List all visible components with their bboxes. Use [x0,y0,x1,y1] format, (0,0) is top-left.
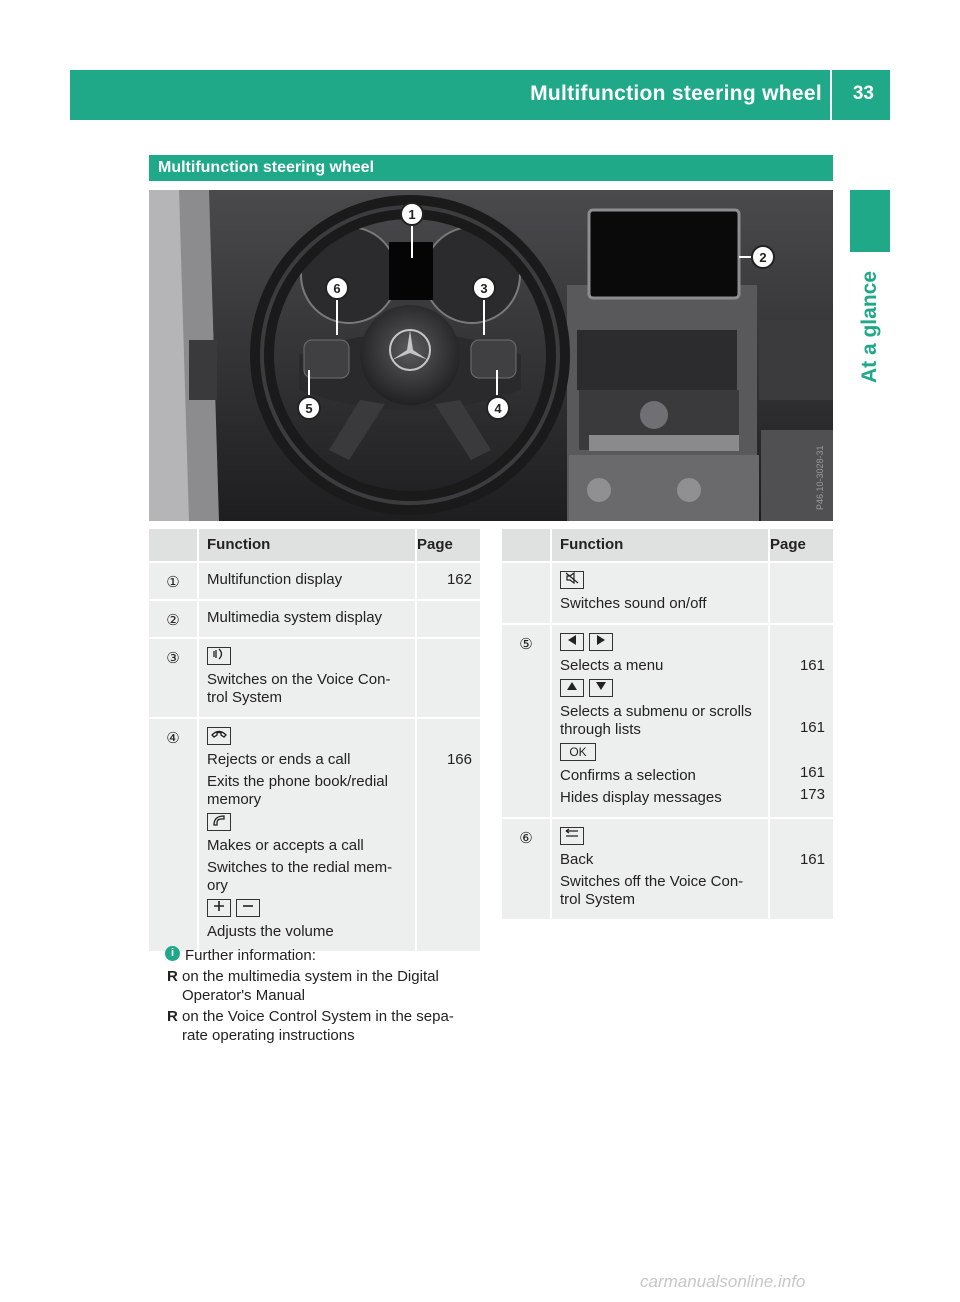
column-header-function: Function [199,529,417,561]
callout-5-label: 5 [305,401,313,416]
page-ref: 161 [799,719,825,736]
page-ref [770,561,833,623]
back-icon [560,827,584,845]
function-text: Multimedia system display [207,609,383,626]
column-header-function: Function [552,529,770,561]
header-divider [830,70,832,120]
function-text: Switches sound on/off [560,595,707,612]
row-number [502,561,552,623]
function-text: Exits the phone book/redial [207,773,388,790]
volume-up-icon [207,899,231,917]
page-ref: 161 [799,764,825,781]
callout-2-label: 2 [759,250,767,265]
right-arrow-icon [589,633,613,651]
page-ref [417,637,480,717]
row-number: ② [149,599,199,637]
column-header-page: Page [417,529,480,561]
info-bullet: R on the Voice Control System in the sepa- rate operating instructions [167,1008,454,1044]
ok-button-icon: OK [560,743,596,761]
page-ref: 161 [799,851,825,868]
page-ref: 173 [799,786,825,803]
function-text: Confirms a selection [560,767,696,784]
function-text: Selects a menu [560,657,664,674]
function-text: Back [560,851,594,868]
voice-control-icon [207,647,231,665]
function-text: trol System [207,689,283,706]
table-row [502,561,833,623]
volume-down-icon [236,899,260,917]
callout-6-label: 6 [333,281,341,296]
header-title: Multifunction steering wheel [530,82,822,105]
function-text: Multifunction display [207,571,343,588]
accept-call-icon [207,813,231,831]
function-text: Rejects or ends a call [207,751,351,768]
table-row [502,817,833,919]
table-header-row [149,529,480,561]
callout-3-label: 3 [480,281,488,296]
row-number: ③ [149,637,199,717]
mute-icon [560,571,584,589]
sidebar-chapter-text: At a glance [858,270,881,384]
callout-1-label: 1 [408,207,416,222]
function-text: trol System [560,891,636,908]
end-call-icon [207,727,231,745]
table-row [149,637,480,717]
up-arrow-icon [560,679,584,697]
steering-wheel-photo [149,190,833,521]
page-ref: 166 [417,717,480,951]
function-text: Switches to the redial mem- [207,859,393,876]
function-text: Selects a submenu or scrolls [560,703,752,720]
table-row [149,599,480,637]
page-header [70,70,890,120]
image-code: P46.10-3028-31 [815,445,825,510]
watermark: carmanualsonline.info [640,1272,806,1291]
row-number: ⑥ [502,817,552,919]
down-arrow-icon [589,679,613,697]
page-ref: 161 [799,657,825,674]
section-title: Multifunction steering wheel [149,155,833,181]
info-bullet: R on the multimedia system in the Digital Operator's Manual [167,968,439,1004]
table-header-row [502,529,833,561]
sidebar-chapter-label [850,262,890,392]
callout-4-label: 4 [494,401,502,416]
function-text: ory [207,877,228,894]
sidebar-tab-marker [850,190,890,252]
function-text: through lists [560,721,641,738]
function-text: Makes or accepts a call [207,837,364,854]
left-arrow-icon [560,633,584,651]
row-number: ① [149,561,199,599]
bullet-marker: R [167,968,178,985]
function-text: Switches off the Voice Con- [560,873,744,890]
steering-wheel-illustration [149,190,833,521]
info-lead: Further information: [185,947,316,964]
row-number: ④ [149,717,199,951]
page-ref: 162 [417,561,480,599]
function-table-right [502,529,833,919]
table-row [149,717,480,951]
row-number: ⑤ [502,623,552,817]
page-ref [417,599,480,637]
table-row [502,623,833,817]
function-text: memory [207,791,262,808]
function-text: Adjusts the volume [207,923,334,940]
page-number: 33 [852,83,874,104]
table-row [149,561,480,599]
column-header-page: Page [770,529,833,561]
info-icon: i [165,946,180,961]
function-table-left [149,529,480,951]
bullet-marker: R [167,1008,178,1025]
function-text: Switches on the Voice Con- [207,671,391,688]
function-text: Hides display messages [560,789,722,806]
further-information-note [165,946,485,1045]
